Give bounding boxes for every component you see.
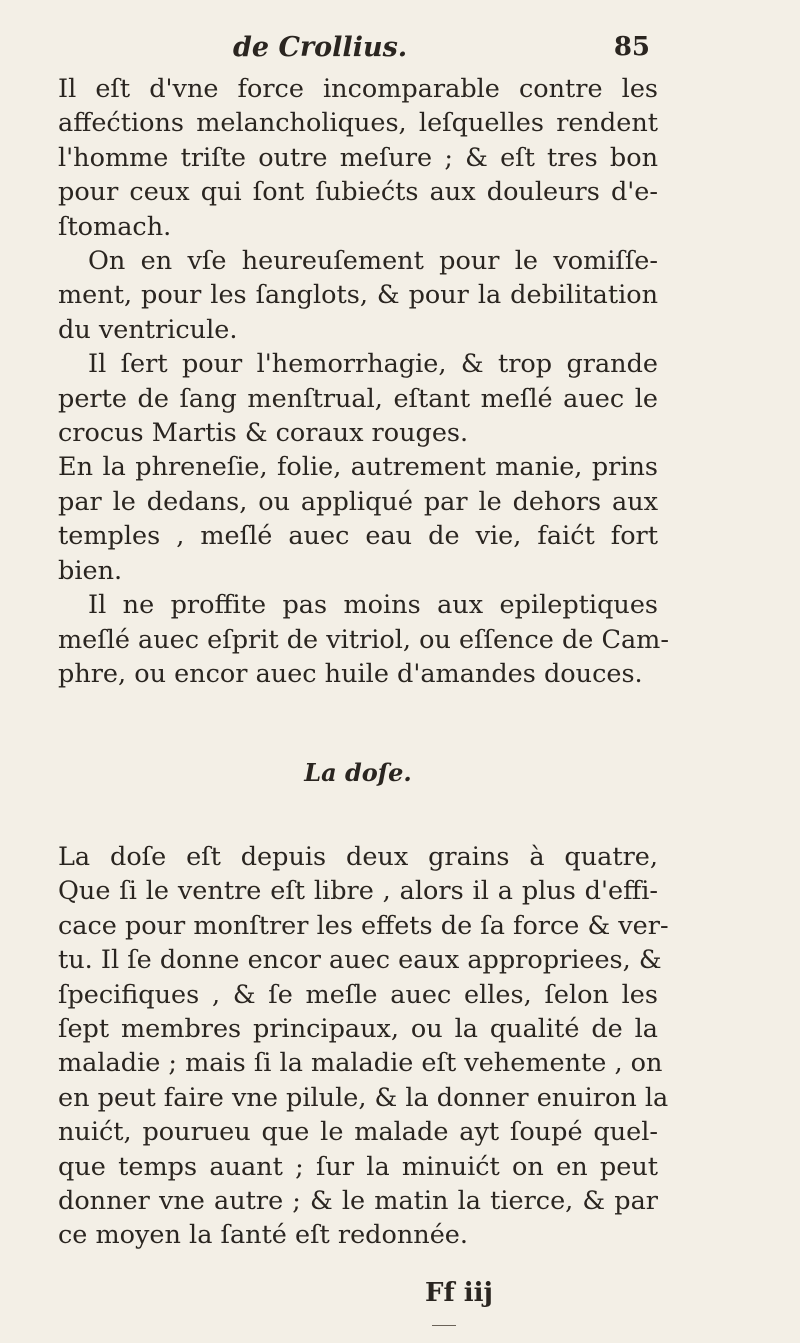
signature-underline bbox=[432, 1325, 456, 1326]
text-line: que temps auant ; ſur la minuićt on en peut bbox=[58, 1151, 658, 1182]
text-line: meſlé auec eſprit de vitriol, ou eſſence de Cam- bbox=[58, 624, 669, 655]
text-line: ſept membres principaux, ou la qualité de la bbox=[58, 1014, 658, 1045]
text-line: phre, ou encor auec huile d'amandes douces. bbox=[58, 658, 643, 689]
text-line: Il ne proffite pas moins aux epileptiques bbox=[88, 590, 658, 621]
text-line: maladie ; mais ſi la maladie eſt vehemente , on bbox=[58, 1048, 663, 1079]
section-heading: La doſe. bbox=[304, 758, 412, 787]
text-line: l'homme triſte outre meſure ; & eſt tres bon bbox=[58, 142, 658, 173]
text-line: bien. bbox=[58, 555, 123, 586]
signature-mark: Ff iij bbox=[425, 1278, 493, 1308]
text-line: Que ſi le ventre eſt libre , alors il a plus d'effi- bbox=[58, 876, 658, 907]
text-line: cace pour monſtrer les effets de ſa force & ver- bbox=[58, 910, 669, 941]
text-line: perte de ſang menſtrual, eſtant meſlé auec le bbox=[58, 383, 658, 414]
text-line: ce moyen la ſanté eſt redonnée. bbox=[58, 1220, 468, 1251]
text-block-properties bbox=[58, 72, 669, 691]
text-line: temples , meſlé auec eau de vie, faićt fort bbox=[58, 521, 658, 552]
page-number: 85 bbox=[613, 32, 650, 62]
text-line: La doſe eſt depuis deux grains à quatre, bbox=[58, 842, 658, 872]
running-title: de Crollius. bbox=[233, 32, 408, 63]
text-line: du ventricule. bbox=[58, 314, 238, 345]
text-line: ment, pour les ſanglots, & pour la debilitation bbox=[58, 280, 658, 311]
text-line: pour ceux qui ſont ſubiećts aux douleurs d'e- bbox=[58, 177, 658, 208]
text-line: Il eſt d'vne force incomparable contre les bbox=[58, 74, 658, 104]
text-line: En la phreneſie, folie, autrement manie, prins bbox=[58, 452, 658, 483]
text-block-dose bbox=[58, 840, 669, 1253]
text-line: en peut faire vne pilule, & la donner enuiron la bbox=[58, 1082, 669, 1113]
text-line: ſtomach. bbox=[58, 211, 172, 242]
text-line: par le dedans, ou appliqué par le dehors aux bbox=[58, 486, 658, 517]
text-line: On en vſe heureuſement pour le vomiſſe- bbox=[88, 246, 658, 277]
text-line: Il ſert pour l'hemorrhagie, & trop grande bbox=[88, 349, 658, 380]
page-header bbox=[58, 30, 650, 70]
text-line: crocus Martis & coraux rouges. bbox=[58, 418, 469, 449]
text-line: ſpecifiques , & ſe meſle auec elles, ſelon les bbox=[58, 979, 658, 1010]
text-line: affećtions melancholiques, leſquelles rendent bbox=[58, 108, 658, 139]
text-line: tu. Il ſe donne encor auec eaux appropriees, & bbox=[58, 945, 662, 976]
text-line: nuićt, pourueu que le malade ayt ſoupé quel- bbox=[58, 1117, 658, 1148]
text-line: donner vne autre ; & le matin la tierce, & par bbox=[58, 1186, 658, 1217]
